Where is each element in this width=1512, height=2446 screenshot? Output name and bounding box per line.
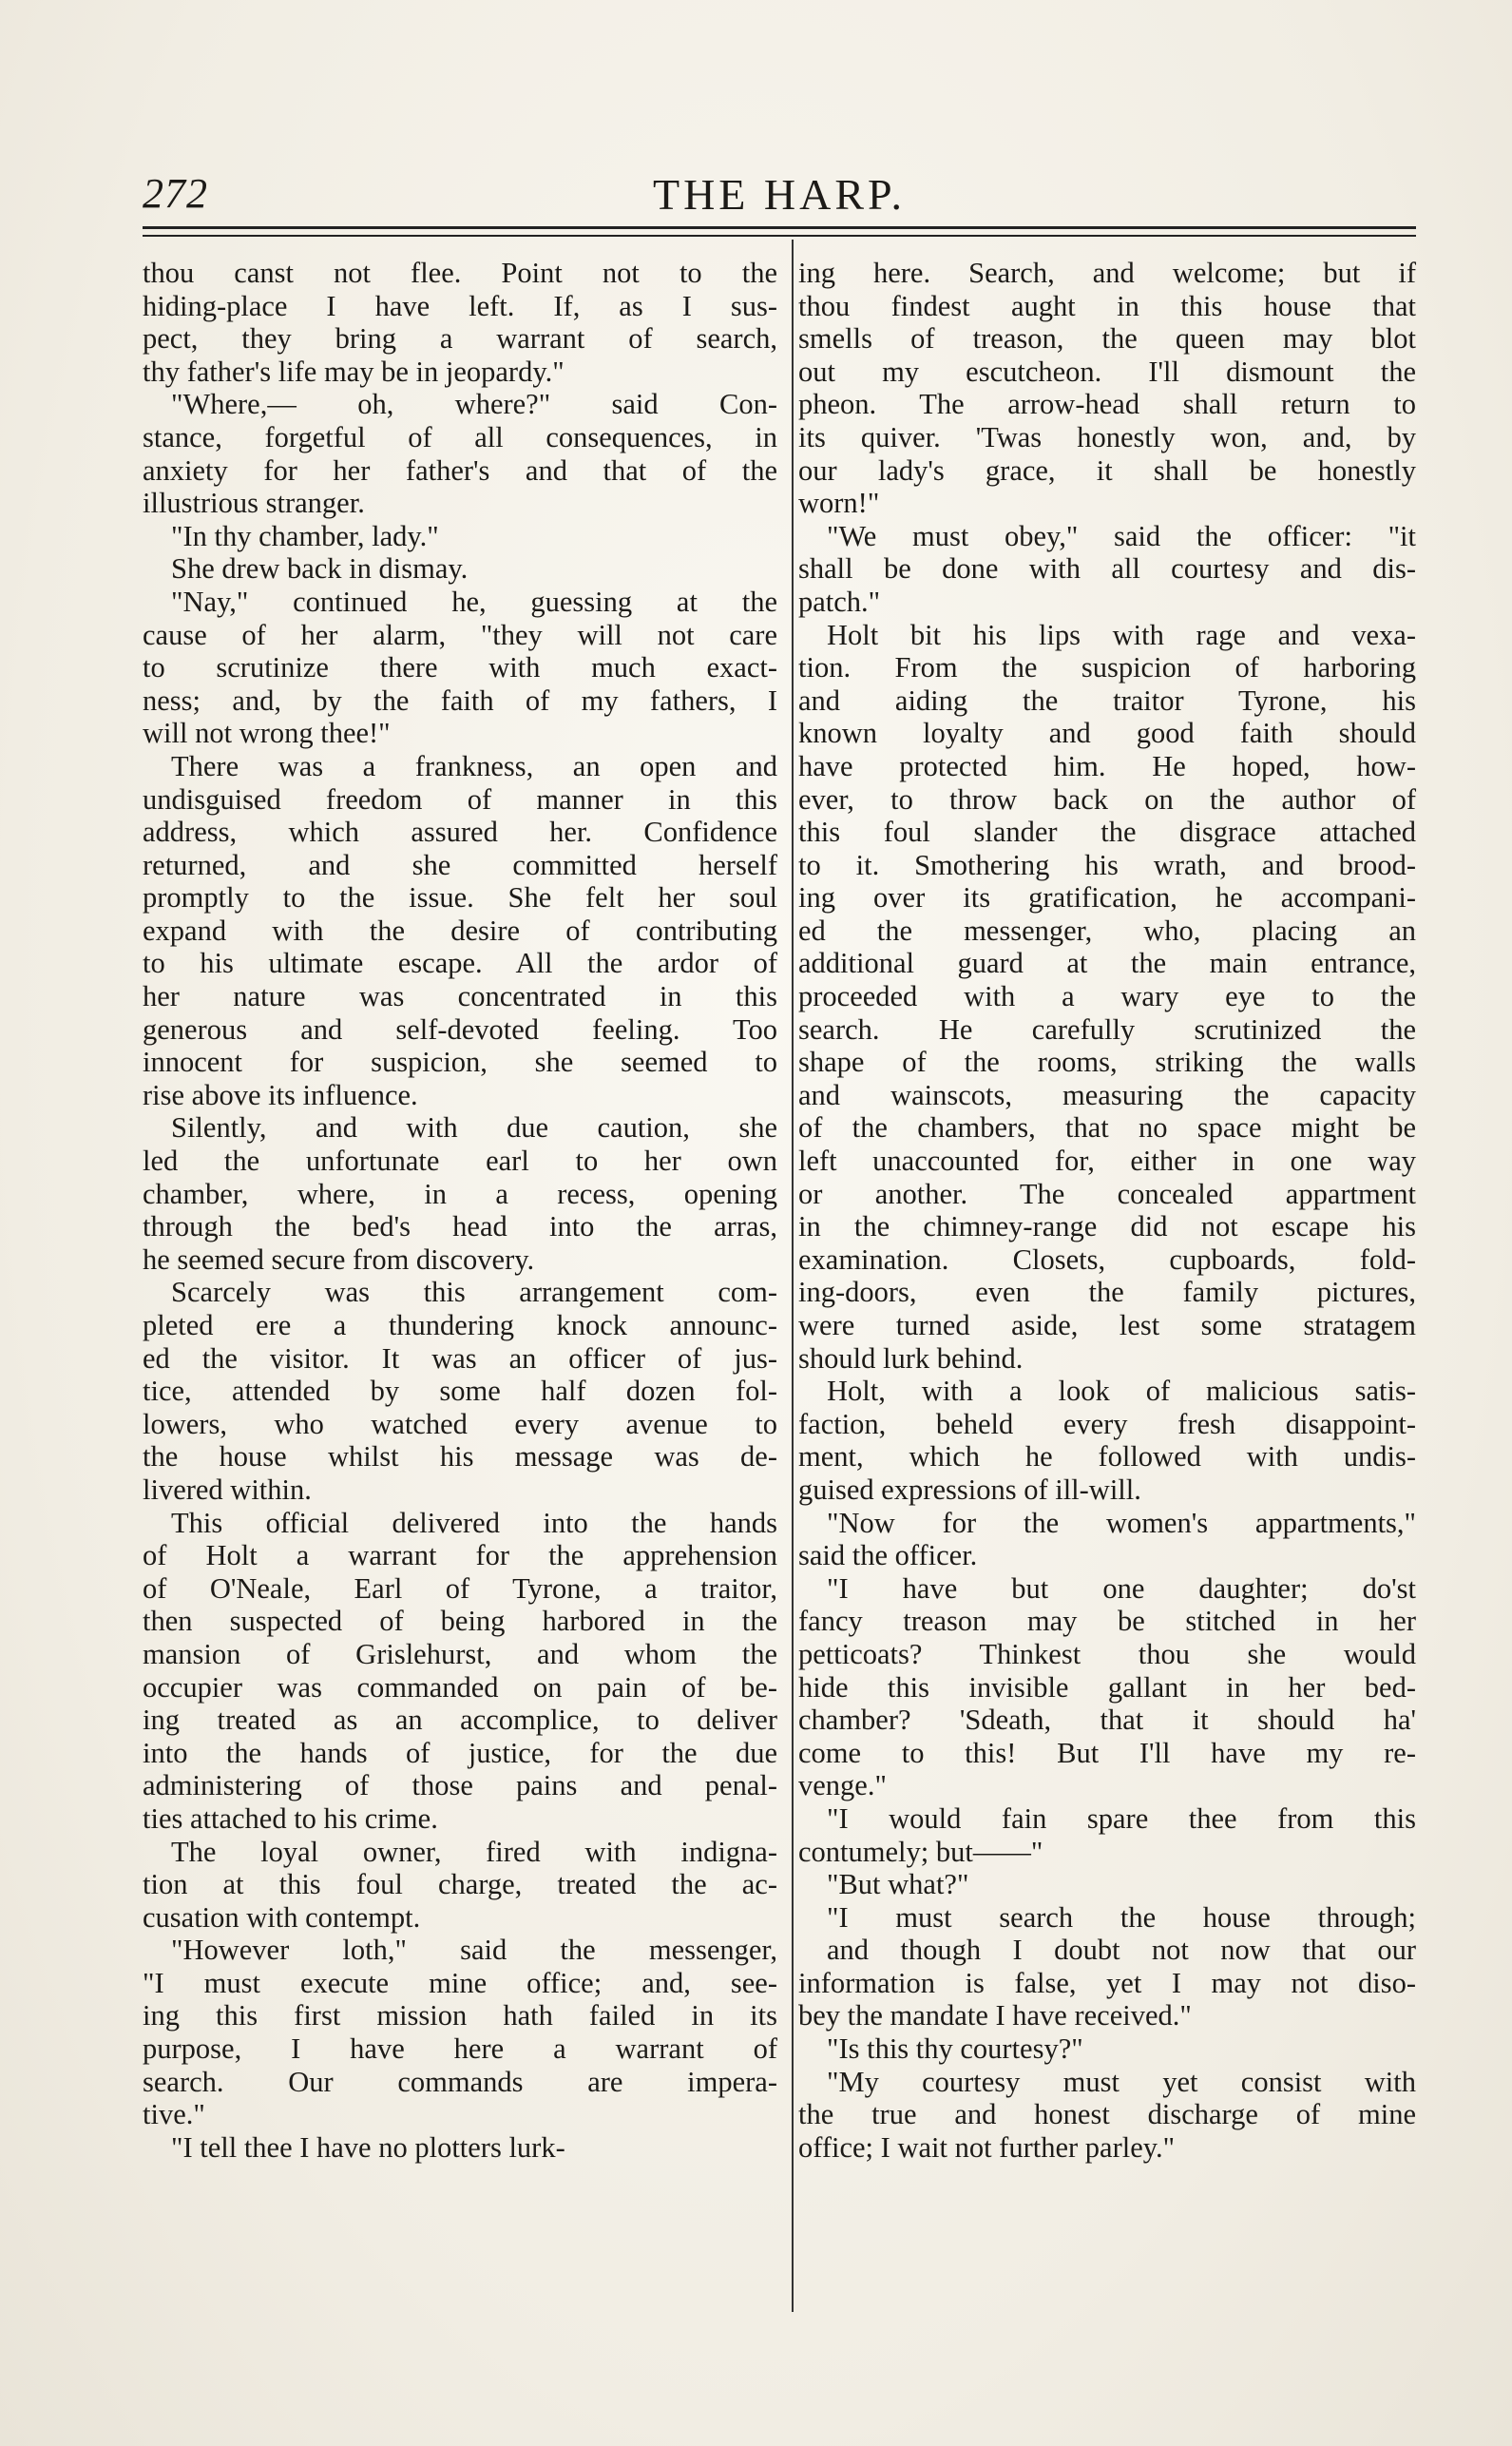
text-line: ing over its gratification, he accompani-	[798, 881, 1416, 915]
text-line: tive."	[143, 2098, 205, 2131]
text-line: proceeded with a wary eye to the	[798, 980, 1416, 1013]
text-line: generous and self-devoted feeling. Too	[143, 1012, 777, 1046]
text-line: rise above its influence.	[143, 1078, 418, 1111]
header-rule-bottom	[143, 235, 1416, 237]
text-line: ing treated as an accomplice, to deliver	[143, 1704, 777, 1737]
text-line: Holt bit his lips with rage and vexa-	[827, 618, 1416, 651]
header-rule-top	[143, 226, 1416, 229]
text-line: smells of treason, the queen may blot	[798, 322, 1416, 356]
page-number: 272	[143, 170, 208, 217]
text-line: have protected him. He hoped, how-	[798, 749, 1416, 782]
text-line: faction, beheld every fresh disappoint-	[798, 1407, 1416, 1440]
text-line: livered within.	[143, 1473, 312, 1506]
text-line: "I would fain spare thee from this	[827, 1801, 1416, 1835]
text-line: search. Our commands are impera-	[143, 2065, 777, 2098]
text-line: through the bed's head into the arras,	[143, 1210, 777, 1243]
text-line: worn!"	[798, 487, 880, 520]
text-line: in the chimney-range did not escape his	[798, 1210, 1416, 1243]
text-line: out my escutcheon. I'll dismount the	[798, 355, 1416, 388]
text-line: were turned aside, lest some stratagem	[798, 1309, 1416, 1341]
text-line: patch."	[798, 585, 881, 618]
text-line: ness; and, by the faith of my fathers, I	[143, 684, 777, 717]
text-line: "But what?"	[827, 1868, 969, 1901]
text-line: contumely; but——"	[798, 1835, 1043, 1868]
text-line: venge."	[798, 1769, 887, 1802]
text-line: ing this first mission hath failed in its	[143, 1999, 777, 2032]
text-line: and aiding the traitor Tyrone, his	[798, 684, 1416, 717]
text-line: shape of the rooms, striking the walls	[798, 1046, 1416, 1079]
text-line: Silently, and with due caution, she	[171, 1111, 777, 1145]
text-line: pleted ere a thundering knock announc-	[143, 1309, 777, 1341]
left-column	[143, 257, 777, 2164]
text-line: of O'Neale, Earl of Tyrone, a traitor,	[143, 1571, 777, 1605]
text-line: mansion of Grislehurst, and whom the	[143, 1637, 777, 1670]
text-line: guised expressions of ill-will.	[798, 1473, 1141, 1506]
text-line: ever, to throw back on the author of	[798, 782, 1416, 816]
text-line: led the unfortunate earl to her own	[143, 1145, 777, 1178]
running-title: THE HARP.	[652, 170, 907, 219]
text-line: this foul slander the disgrace attached	[798, 816, 1416, 849]
text-line: come to this! But I'll have my re-	[798, 1736, 1416, 1769]
text-line: additional guard at the main entrance,	[798, 947, 1416, 980]
text-line: "My courtesy must yet consist with	[827, 2065, 1416, 2098]
text-line: "Now for the women's appartments,"	[827, 1506, 1416, 1539]
text-line: ed the messenger, who, placing an	[798, 914, 1416, 947]
text-line: undisguised freedom of manner in this	[143, 782, 777, 816]
text-line: ties attached to his crime.	[143, 1801, 438, 1835]
text-line: Holt, with a look of malicious satis-	[827, 1375, 1416, 1408]
text-line: into the hands of justice, for the due	[143, 1736, 777, 1769]
text-line: cusation with contempt.	[143, 1900, 421, 1934]
text-line: thy father's life may be in jeopardy."	[143, 355, 565, 388]
text-line: or another. The concealed appartment	[798, 1177, 1416, 1210]
text-line: ment, which he followed with undis-	[798, 1440, 1416, 1473]
text-line: office; I wait not further parley."	[798, 2130, 1176, 2164]
text-line: innocent for suspicion, she seemed to	[143, 1046, 777, 1079]
text-line: ing-doors, even the family pictures,	[798, 1276, 1416, 1309]
text-line: to scrutinize there with much exact-	[143, 651, 777, 684]
text-line: thou findest aught in this house that	[798, 289, 1416, 322]
text-line: fancy treason may be stitched in her	[798, 1605, 1416, 1638]
text-line: should lurk behind.	[798, 1341, 1024, 1375]
text-line: and wainscots, measuring the capacity	[798, 1078, 1416, 1111]
text-line: "I have but one daughter; do'st	[827, 1571, 1416, 1605]
text-line: "I must search the house through;	[827, 1900, 1416, 1934]
text-line: illustrious stranger.	[143, 487, 365, 520]
text-line: hide this invisible gallant in her bed-	[798, 1670, 1416, 1704]
text-line: address, which assured her. Confidence	[143, 816, 777, 849]
text-line: tice, attended by some half dozen fol-	[143, 1375, 777, 1408]
text-line: to it. Smothering his wrath, and brood-	[798, 848, 1416, 881]
text-line: occupier was commanded on pain of be-	[143, 1670, 777, 1704]
text-line: purpose, I have here a warrant of	[143, 2032, 777, 2066]
text-line: its quiver. 'Twas honestly won, and, by	[798, 420, 1416, 453]
text-line: There was a frankness, an open and	[171, 749, 777, 782]
text-line: left unaccounted for, either in one way	[798, 1145, 1416, 1178]
text-line: tion. From the suspicion of harboring	[798, 651, 1416, 684]
text-line: said the officer.	[798, 1539, 978, 1572]
text-line: search. He carefully scrutinized the	[798, 1012, 1416, 1046]
text-line: This official delivered into the hands	[171, 1506, 777, 1539]
text-line: her nature was concentrated in this	[143, 980, 777, 1013]
text-line: our lady's grace, it shall be honestly	[798, 453, 1416, 487]
text-line: cause of her alarm, "they will not care	[143, 618, 777, 651]
text-line: known loyalty and good faith should	[798, 717, 1416, 750]
text-line: returned, and she committed herself	[143, 848, 777, 881]
text-line: information is false, yet I may not diso-	[798, 1966, 1416, 1999]
text-line: "I must execute mine office; and, see-	[143, 1966, 777, 1999]
text-line: of the chambers, that no space might be	[798, 1111, 1416, 1145]
text-line: bey the mandate I have received."	[798, 1999, 1192, 2032]
text-line: then suspected of being harbored in the	[143, 1605, 777, 1638]
text-line: Scarcely was this arrangement com-	[171, 1276, 777, 1309]
text-line: petticoats? Thinkest thou she would	[798, 1637, 1416, 1670]
text-line: expand with the desire of contributing	[143, 914, 777, 947]
text-line: ed the visitor. It was an officer of jus-	[143, 1341, 777, 1375]
text-line: promptly to the issue. She felt her soul	[143, 881, 777, 915]
text-line: "I tell thee I have no plotters lurk-	[171, 2130, 565, 2164]
text-line: "In thy chamber, lady."	[171, 519, 439, 552]
text-line: The loyal owner, fired with indigna-	[171, 1835, 777, 1868]
text-line: to his ultimate escape. All the ardor of	[143, 947, 777, 980]
text-line: pect, they bring a warrant of search,	[143, 322, 777, 356]
text-line: hiding-place I have left. If, as I sus-	[143, 289, 777, 322]
text-line: and though I doubt not now that our	[827, 1934, 1416, 1967]
text-line: shall be done with all courtesy and dis-	[798, 552, 1416, 586]
column-divider	[792, 240, 794, 2312]
text-line: the true and honest discharge of mine	[798, 2098, 1416, 2131]
text-line: examination. Closets, cupboards, fold-	[798, 1242, 1416, 1276]
text-line: "Nay," continued he, guessing at the	[171, 585, 777, 618]
right-column	[798, 257, 1416, 2164]
text-line: "We must obey," said the officer: "it	[827, 519, 1416, 552]
text-line: the house whilst his message was de-	[143, 1440, 777, 1473]
text-line: "Where,— oh, where?" said Con-	[171, 388, 777, 421]
text-line: of Holt a warrant for the apprehension	[143, 1539, 777, 1572]
text-line: tion at this foul charge, treated the ac-	[143, 1868, 777, 1901]
text-line: She drew back in dismay.	[171, 552, 469, 586]
text-line: "However loth," said the messenger,	[171, 1934, 777, 1967]
text-line: anxiety for her father's and that of the	[143, 453, 777, 487]
text-line: pheon. The arrow-head shall return to	[798, 388, 1416, 421]
text-line: will not wrong thee!"	[143, 717, 391, 750]
text-line: stance, forgetful of all consequences, in	[143, 420, 777, 453]
text-line: lowers, who watched every avenue to	[143, 1407, 777, 1440]
text-line: chamber, where, in a recess, opening	[143, 1177, 777, 1210]
text-line: he seemed secure from discovery.	[143, 1242, 535, 1276]
text-line: ing here. Search, and welcome; but if	[798, 257, 1416, 289]
text-line: thou canst not flee. Point not to the	[143, 257, 777, 289]
text-line: "Is this thy courtesy?"	[827, 2032, 1083, 2066]
text-line: administering of those pains and penal-	[143, 1769, 777, 1802]
text-line: chamber? 'Sdeath, that it should ha'	[798, 1704, 1416, 1737]
